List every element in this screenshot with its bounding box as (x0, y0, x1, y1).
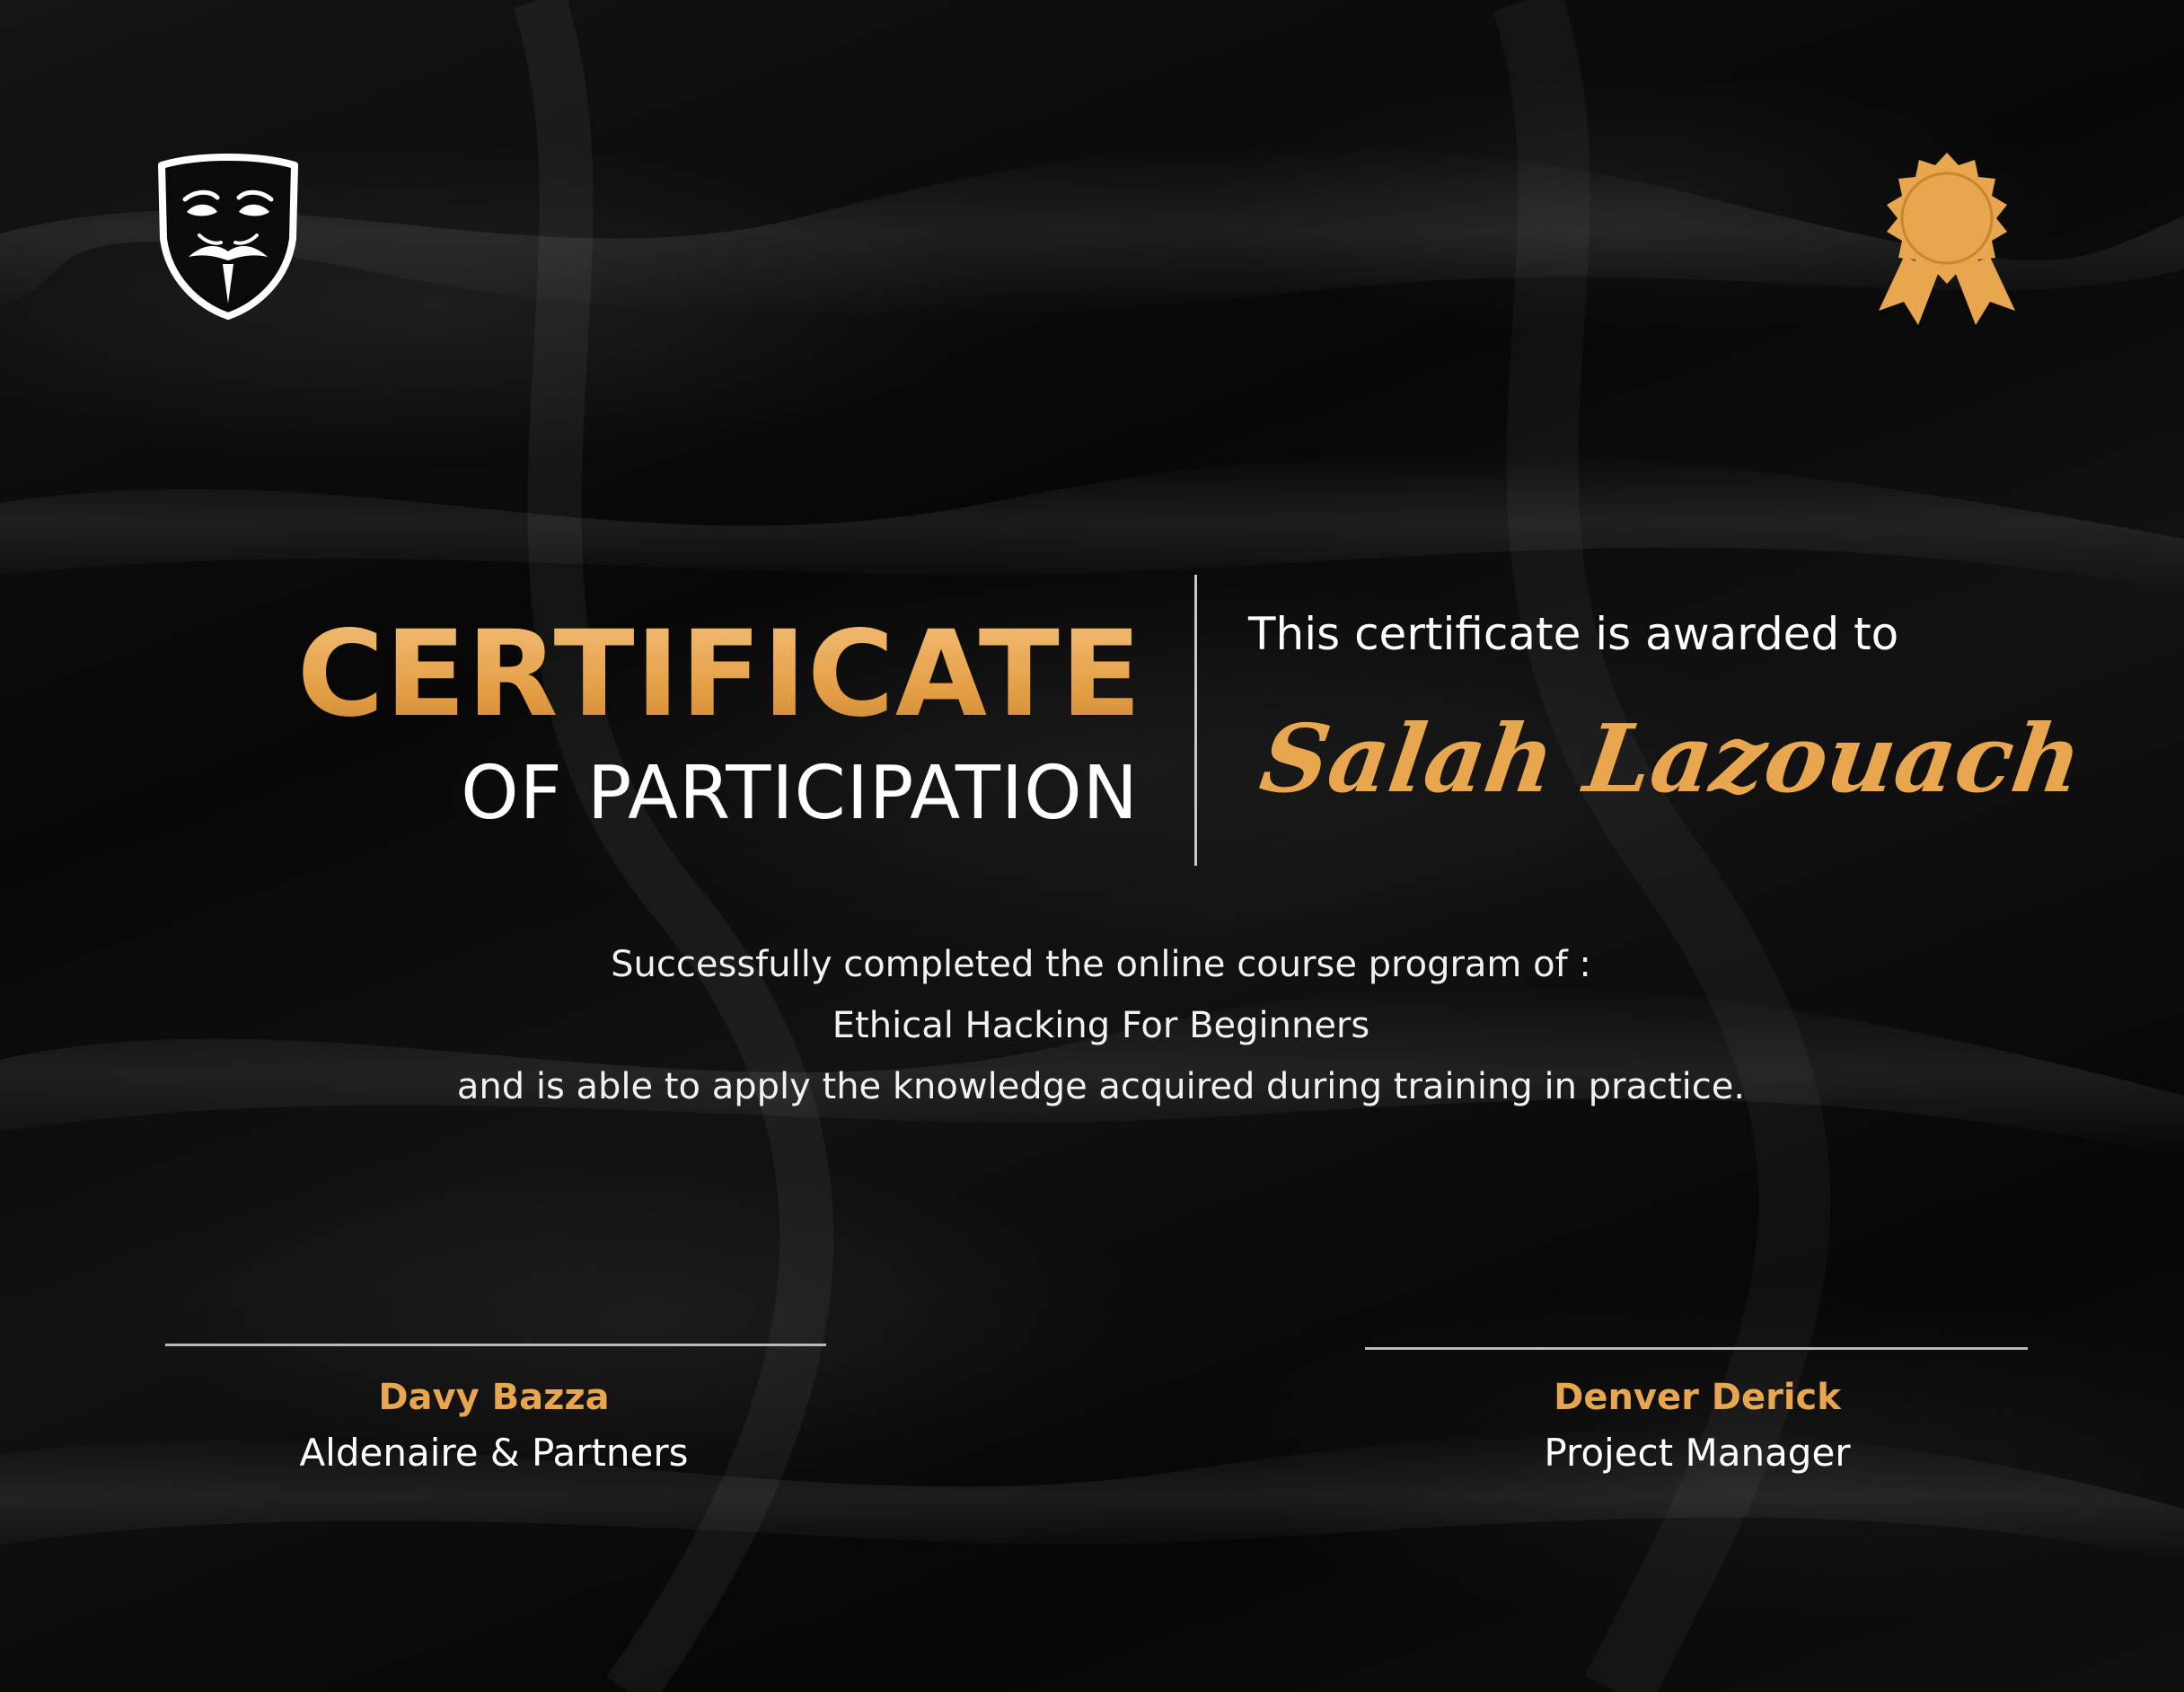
recipient-name: Salah Lazouach (1254, 703, 2089, 814)
certificate-title: CERTIFICATE (135, 607, 1142, 742)
award-rosette-icon (1868, 149, 2026, 325)
signatory-role-left: Aldenaire & Partners (299, 1431, 689, 1475)
signature-line-left (165, 1344, 826, 1346)
vertical-divider (1194, 575, 1197, 866)
certificate-body (194, 934, 2008, 1117)
course-name: Ethical Hacking For Beginners (832, 1005, 1370, 1046)
signatory-role-right: Project Manager (1544, 1431, 1851, 1475)
mask-shield-icon (153, 153, 304, 320)
signatory-name-left: Davy Bazza (378, 1377, 610, 1418)
signature-line-right (1365, 1347, 2028, 1350)
awarded-to-text: This certificate is awarded to (1248, 608, 1899, 660)
body-line-completed: Successfully completed the online course program of : (611, 944, 1591, 985)
body-line-apply: and is able to apply the knowledge acquired during training in practice. (456, 1066, 1746, 1107)
certificate-subtitle: OF PARTICIPATION (461, 751, 1139, 836)
signatory-name-right: Denver Derick (1554, 1377, 1841, 1418)
